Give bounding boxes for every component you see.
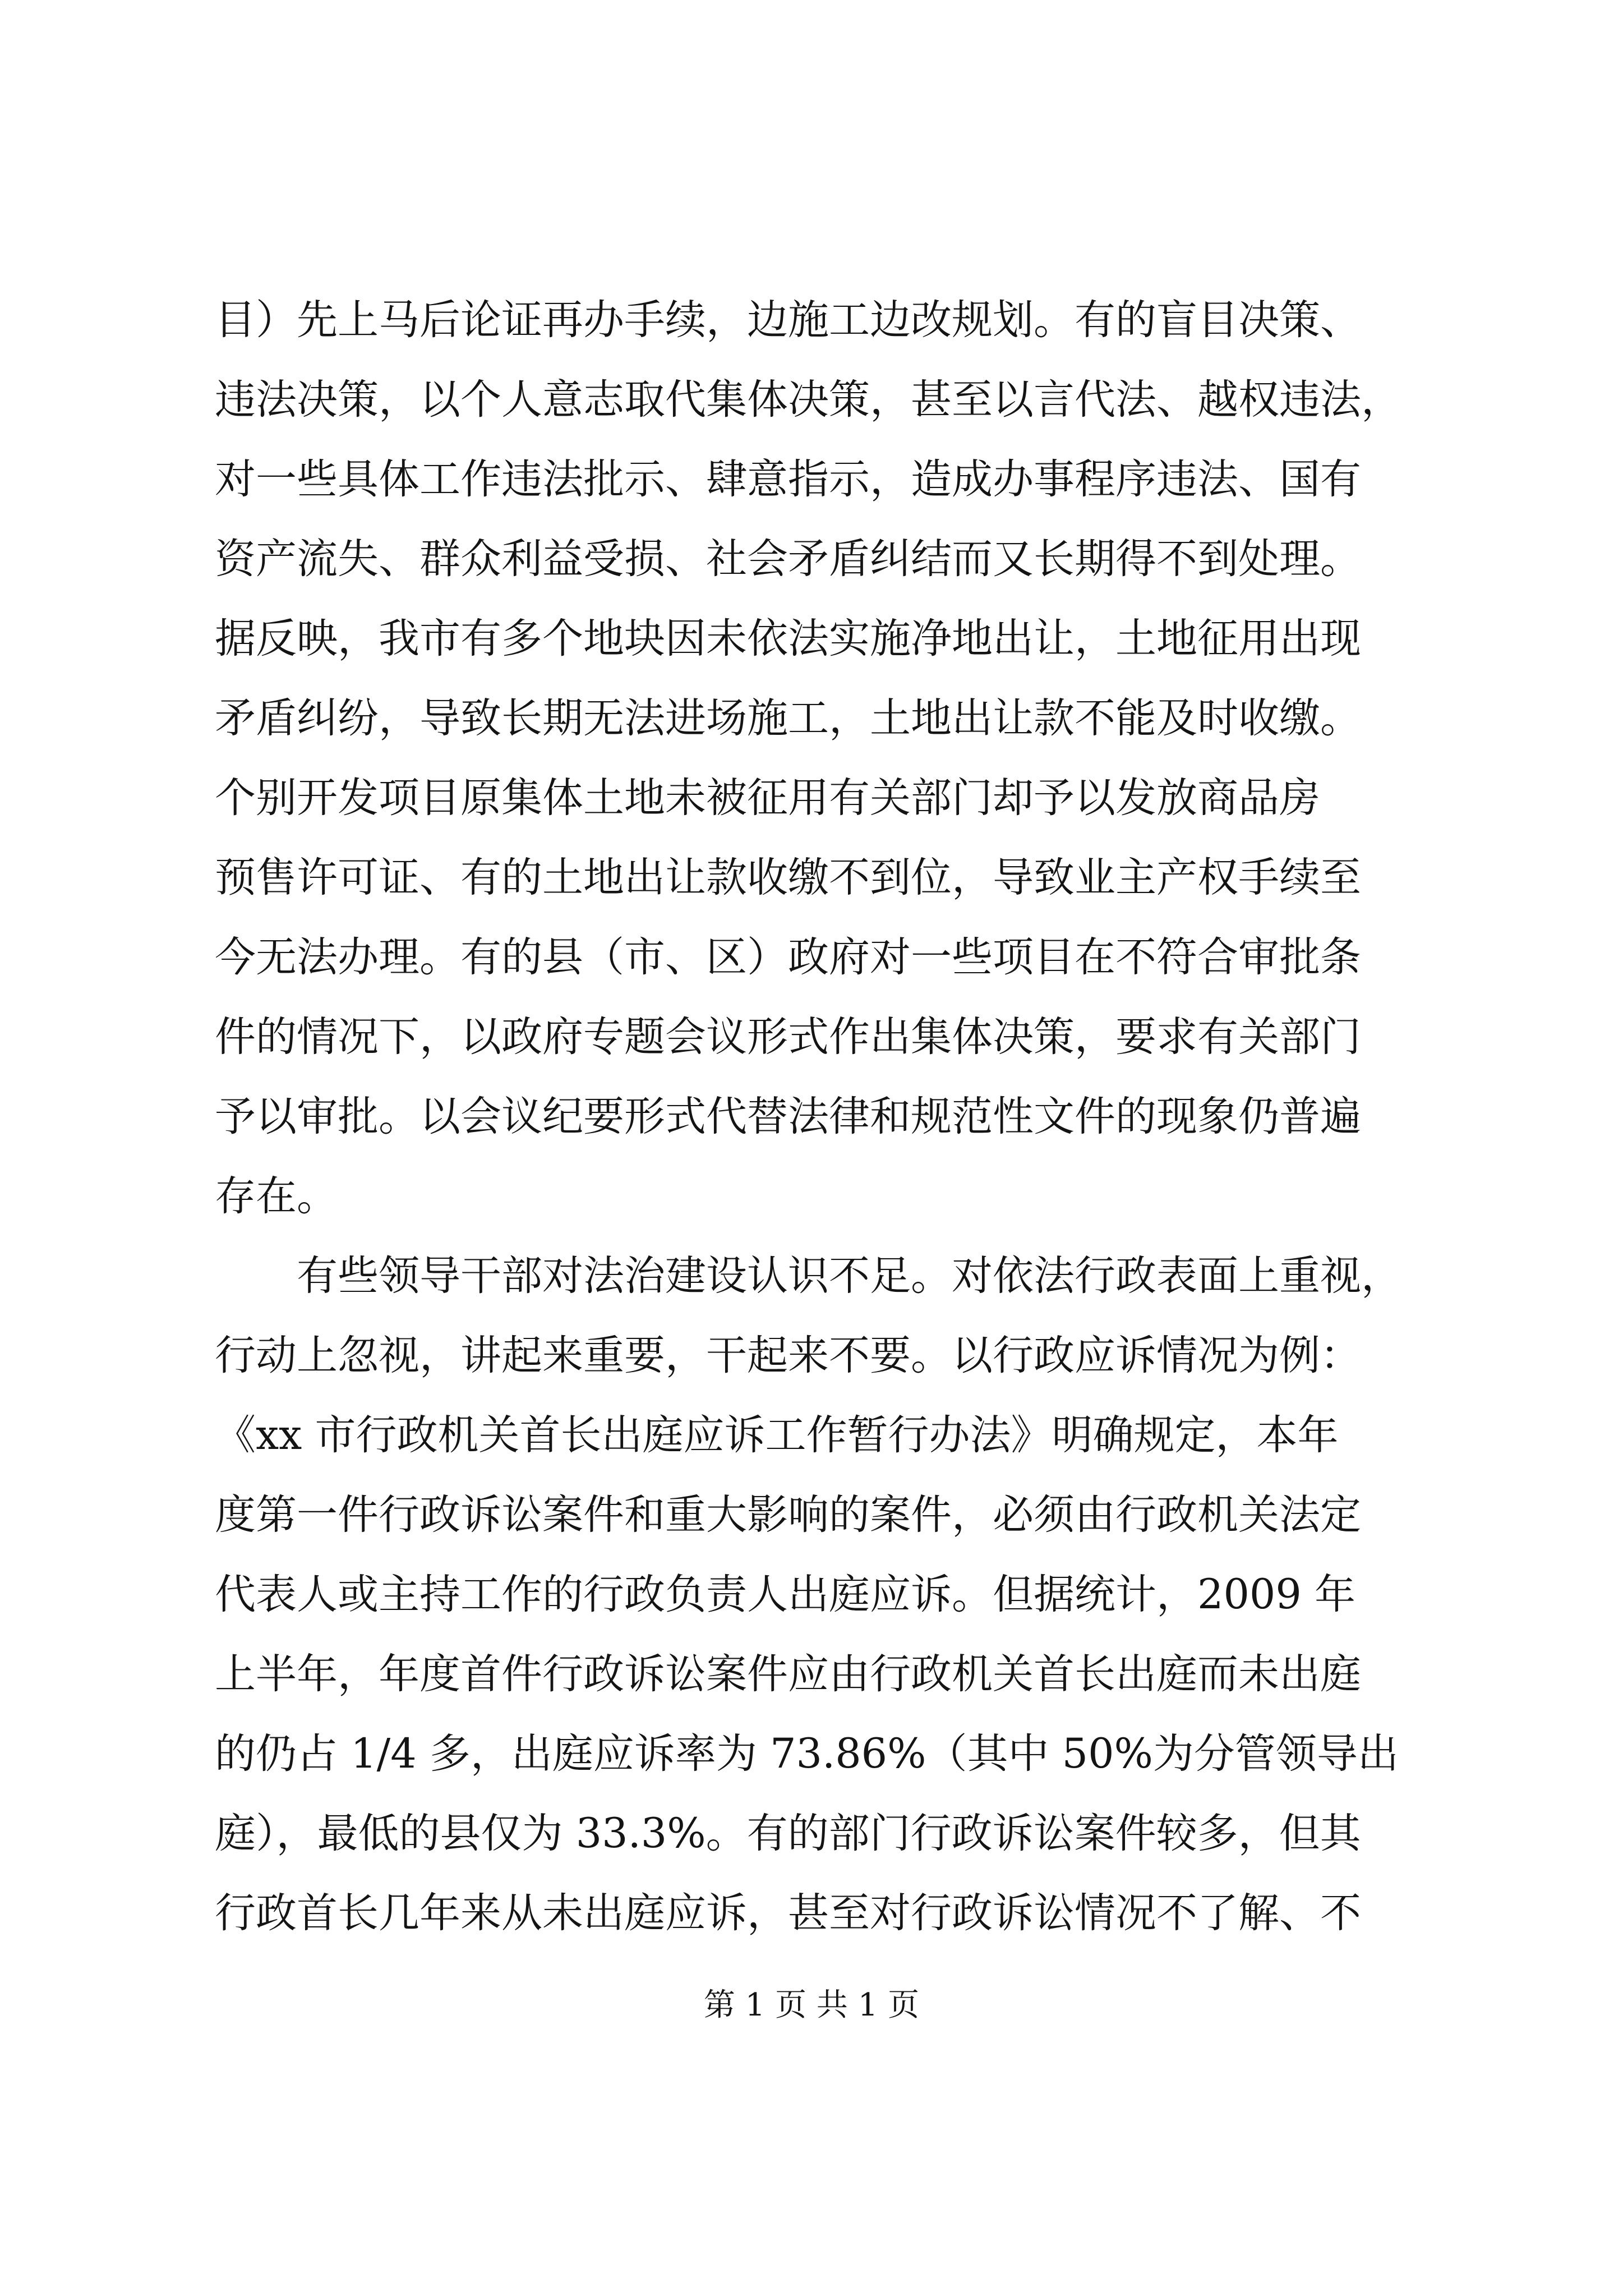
text-line: 矛盾纠纷，导致长期无法进场施工，土地出让款不能及时收缴。	[215, 694, 1361, 742]
page-number-footer: 第 1 页 共 1 页	[703, 1987, 920, 2023]
text-line: 存在。	[215, 1172, 338, 1220]
text-line: 目）先上马后论证再办手续，边施工边改规划。有的盲目决策、	[215, 296, 1361, 344]
text-line: 据反映，我市有多个地块因未依法实施净地出让，土地征用出现	[215, 615, 1361, 662]
text-line: 上半年，年度首件行政诉讼案件应由行政机关首长出庭而未出庭	[215, 1650, 1361, 1698]
text-line: 件的情况下，以政府专题会议形式作出集体决策，要求有关部门	[215, 1013, 1361, 1061]
text-line: 今无法办理。有的县（市、区）政府对一些项目在不符合审批条	[215, 933, 1361, 981]
text-line: 予以审批。以会议纪要形式代替法律和规范性文件的现象仍普遍	[215, 1093, 1361, 1140]
text-line: 对一些具体工作违法批示、肆意指示，造成办事程序违法、国有	[215, 455, 1361, 503]
text-line: 违法决策，以个人意志取代集体决策，甚至以言代法、越权违法，	[215, 376, 1402, 424]
text-line: 度第一件行政诉讼案件和重大影响的案件，必须由行政机关法定	[215, 1491, 1361, 1539]
text-line: 资产流失、群众利益受损、社会矛盾纠结而又长期得不到处理。	[215, 535, 1361, 583]
text-line: 有些领导干部对法治建设认识不足。对依法行政表面上重视，	[215, 1252, 1402, 1300]
text-line: 庭），最低的县仅为 33.3%。有的部门行政诉讼案件较多，但其	[215, 1810, 1361, 1857]
body-text	[215, 280, 1432, 1953]
text-line: 代表人或主持工作的行政负责人出庭应诉。但据统计，2009 年	[215, 1571, 1355, 1618]
text-line: 行动上忽视，讲起来重要，干起来不要。以行政应诉情况为例：	[215, 1332, 1361, 1379]
text-line: 个别开发项目原集体土地未被征用有关部门却予以发放商品房	[215, 774, 1320, 822]
text-line: 预售许可证、有的土地出让款收缴不到位，导致业主产权手续至	[215, 854, 1361, 901]
text-line: 的仍占 1/4 多，出庭应诉率为 73.86%（其中 50%为分管领导出	[215, 1730, 1399, 1778]
text-line: 《xx 市行政机关首长出庭应诉工作暂行办法》明确规定，本年	[215, 1411, 1339, 1459]
text-line: 行政首长几年来从未出庭应诉，甚至对行政诉讼情况不了解、不	[215, 1889, 1361, 1937]
